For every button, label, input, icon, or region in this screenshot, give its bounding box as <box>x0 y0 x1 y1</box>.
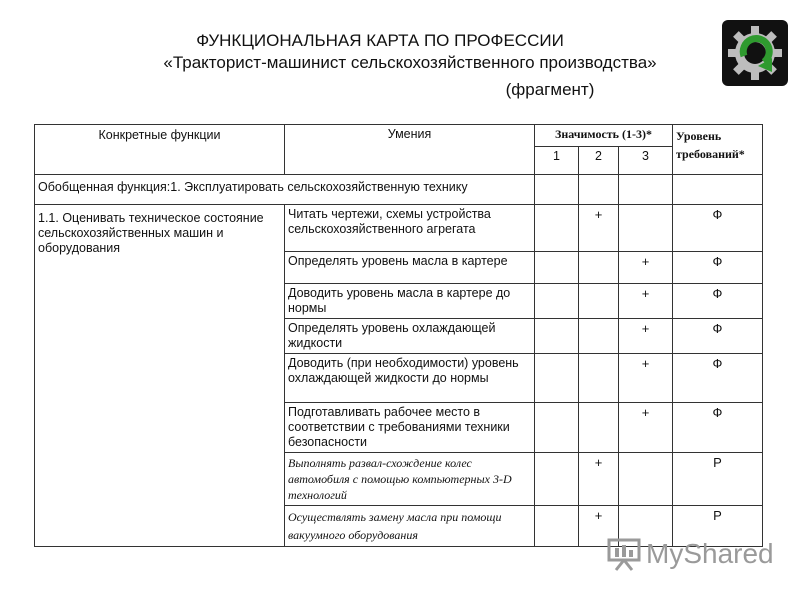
level-cell: Ф <box>673 252 763 284</box>
sig2-cell <box>579 319 619 354</box>
refresh-gear-icon[interactable] <box>722 20 788 86</box>
skill-cell: Осуществлять замену масла при помощи вакуумного оборудования <box>285 506 535 547</box>
watermark-brand: MyShared <box>646 538 774 569</box>
functional-map-table <box>34 124 763 547</box>
header-requirement-level: Уровень требований* <box>673 125 763 175</box>
sig3-cell: + <box>619 319 673 354</box>
sig1-cell <box>535 403 579 453</box>
header-skills: Умения <box>285 125 535 175</box>
sig1-cell <box>535 252 579 284</box>
sig2-cell: + <box>579 205 619 252</box>
sig2-cell <box>579 354 619 403</box>
sig1-cell <box>535 205 579 252</box>
sig3-cell: + <box>619 403 673 453</box>
sig2-cell <box>579 252 619 284</box>
sig2-cell <box>579 284 619 319</box>
specific-function-1-1: 1.1. Оценивать техническое состояние сельскохозяйственных машин и оборудования <box>35 205 285 547</box>
sig-level-2: 2 <box>579 147 619 175</box>
title-line-1: ФУНКЦИОНАЛЬНАЯ КАРТА ПО ПРОФЕССИИ <box>196 31 564 50</box>
sig2-cell <box>579 403 619 453</box>
sig1-cell <box>535 506 579 547</box>
sig3-cell: + <box>619 284 673 319</box>
sig-level-1: 1 <box>535 147 579 175</box>
skill-cell: Доводить уровень масла в картере до нормы <box>285 284 535 319</box>
sig3-cell <box>619 453 673 506</box>
skill-cell: Доводить (при необходимости) уровень охлаждающей жидкости до нормы <box>285 354 535 403</box>
sig1-cell <box>535 354 579 403</box>
level-cell: Р <box>673 453 763 506</box>
skill-cell: Определять уровень охлаждающей жидкости <box>285 319 535 354</box>
skill-cell: Подготавливать рабочее место в соответствии с требованиями техники безопасности <box>285 403 535 453</box>
sig2-cell: + <box>579 453 619 506</box>
myshared-watermark <box>606 536 776 576</box>
header-significance: Значимость (1-3)* <box>535 125 673 147</box>
level-cell: Р <box>673 506 763 547</box>
skill-cell: Выполнять развал-схождение колес автомобиля с помощью компьютерных 3-D технологий <box>285 453 535 506</box>
level-cell: Ф <box>673 403 763 453</box>
header-functions: Конкретные функции <box>35 125 285 175</box>
sig1-cell <box>535 453 579 506</box>
sig3-cell: + <box>619 252 673 284</box>
title-line-3: (фрагмент) <box>505 80 595 99</box>
level-cell: Ф <box>673 284 763 319</box>
generalized-function: Обобщенная функция:1. Эксплуатировать сельскохозяйственную технику <box>35 175 535 205</box>
sig3-cell <box>619 205 673 252</box>
sig1-cell <box>535 284 579 319</box>
skill-cell: Читать чертежи, схемы устройства сельскохозяйственного агрегата <box>285 205 535 252</box>
level-cell: Ф <box>673 205 763 252</box>
sig1-cell <box>535 319 579 354</box>
level-cell: Ф <box>673 319 763 354</box>
presentation-board-icon <box>606 536 642 572</box>
sig3-cell: + <box>619 354 673 403</box>
level-cell: Ф <box>673 354 763 403</box>
sig2-cell: + <box>579 506 619 547</box>
title-line-2: «Тракторист-машинист сельскохозяйственного производства» <box>163 53 657 72</box>
skill-cell: Определять уровень масла в картере <box>285 252 535 284</box>
sig-level-3: 3 <box>619 147 673 175</box>
